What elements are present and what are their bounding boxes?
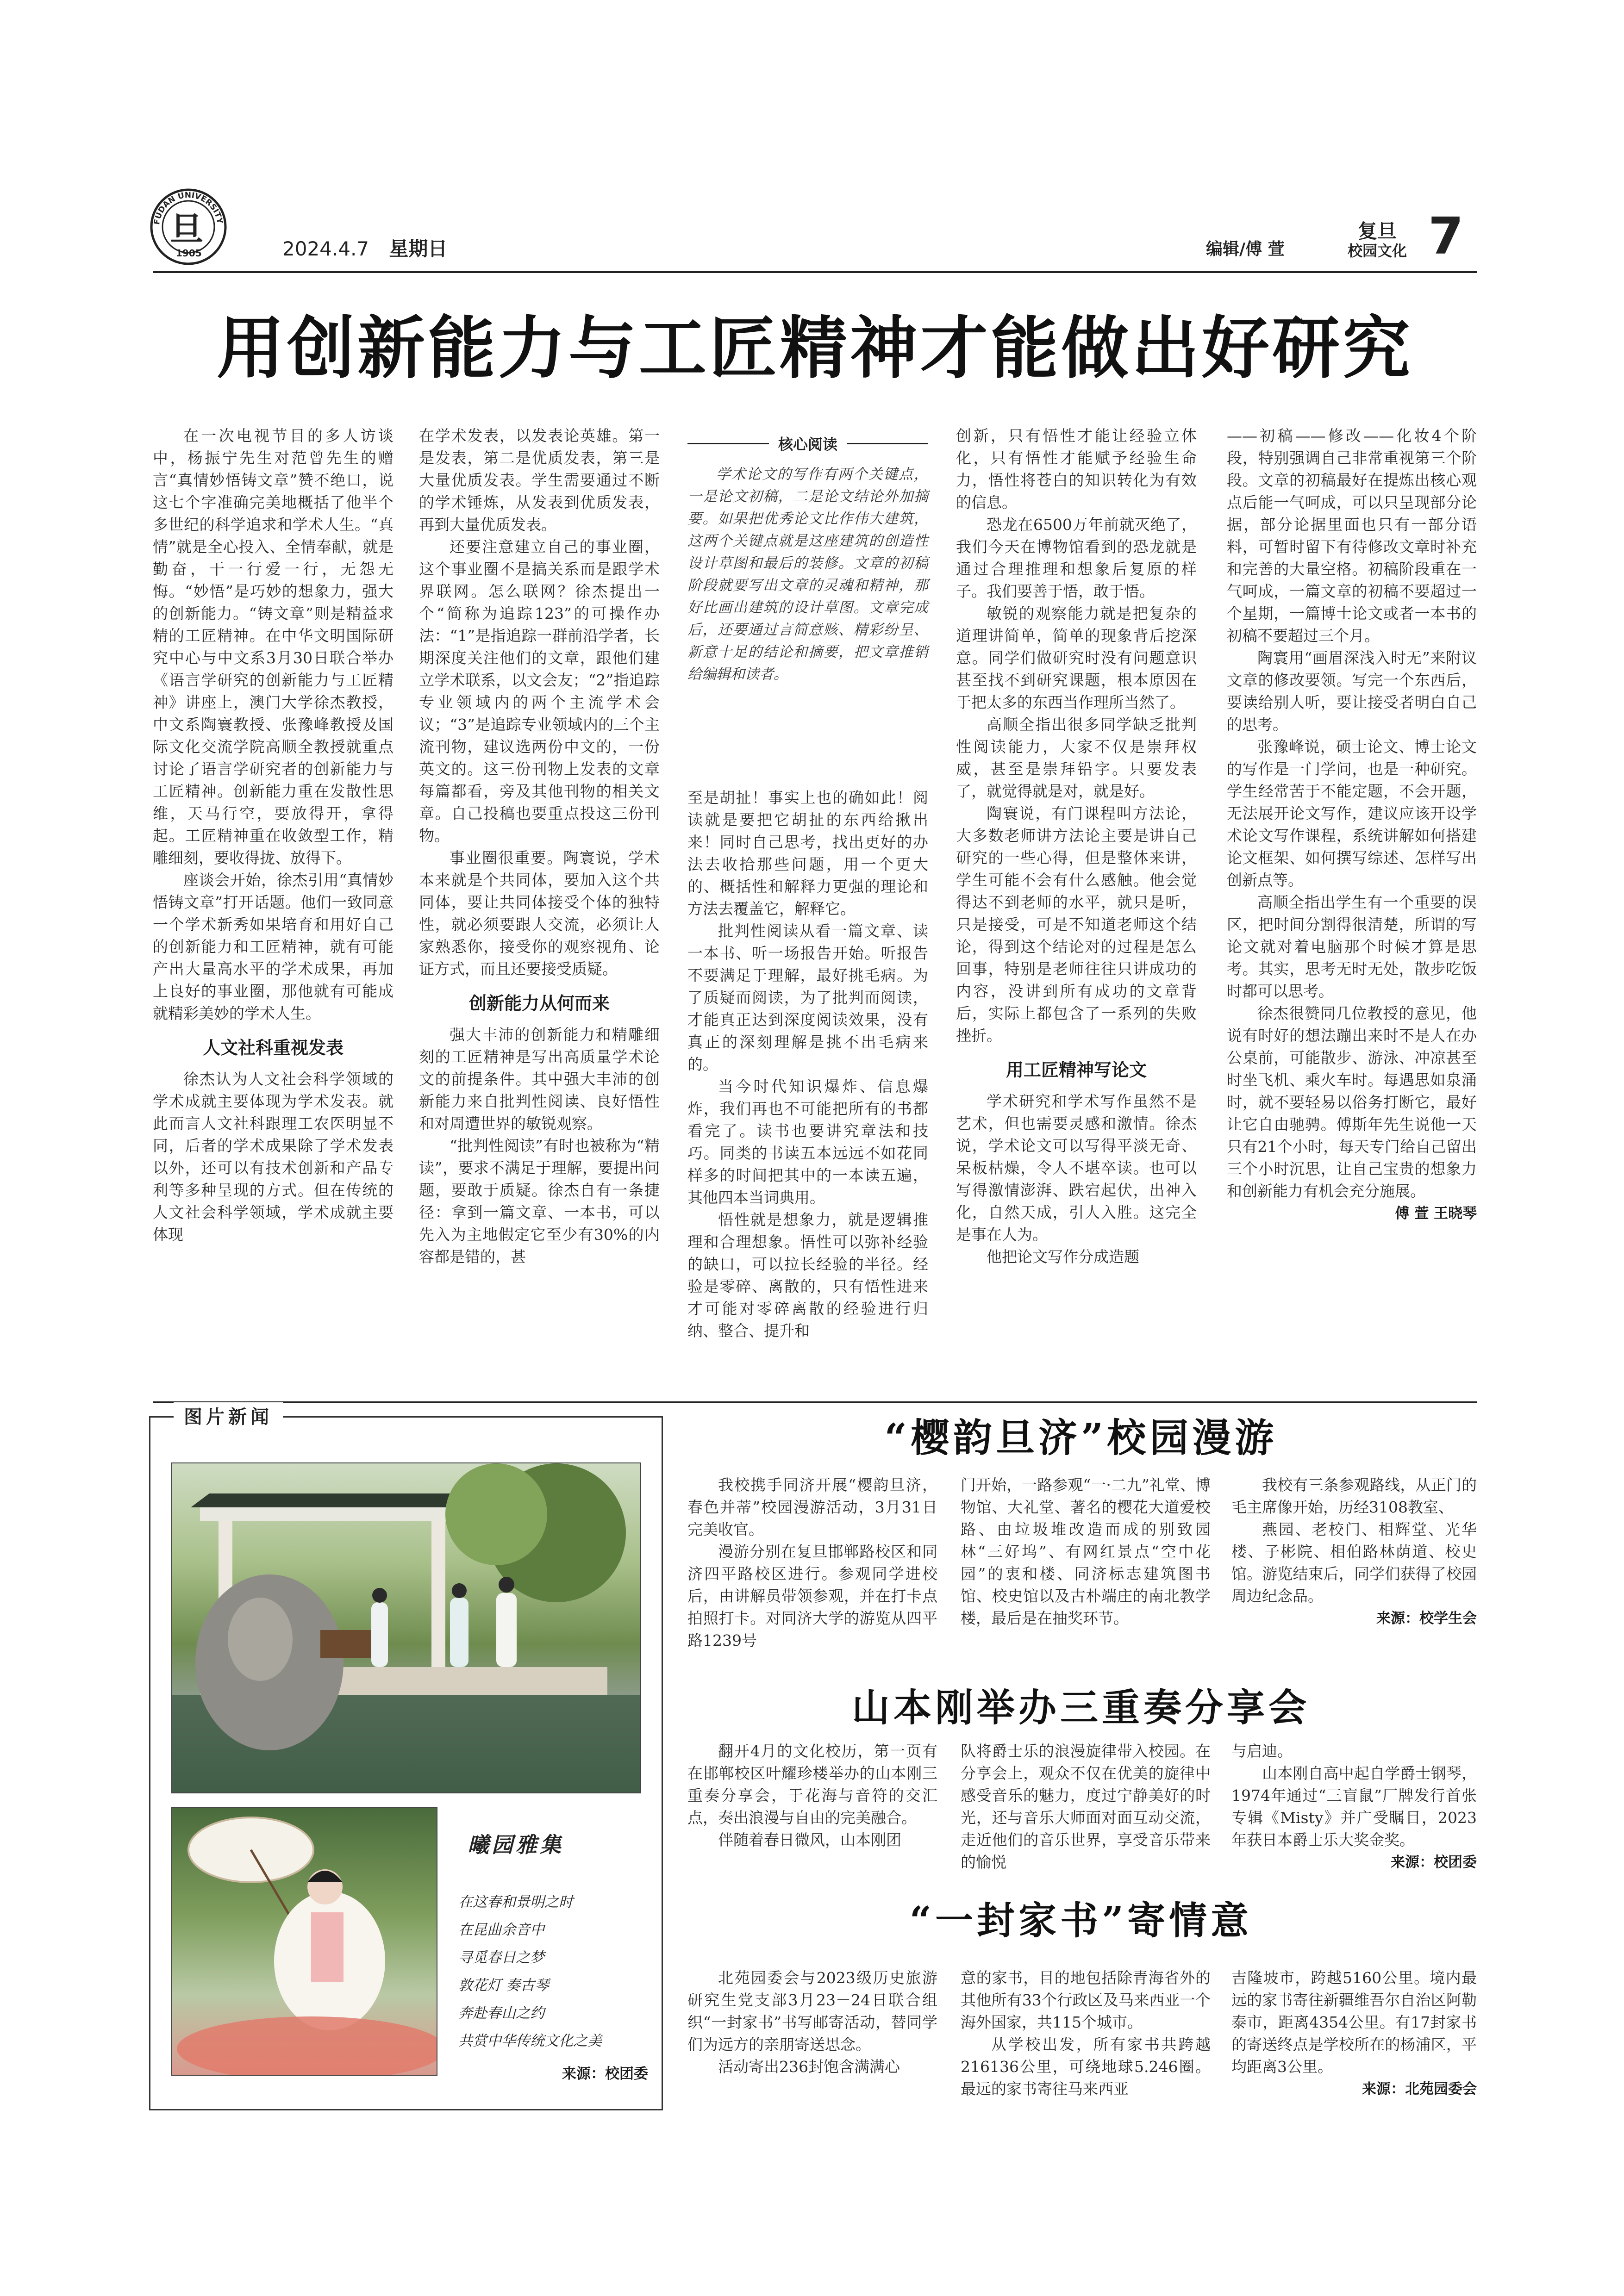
article4-column-1 xyxy=(687,1967,937,2078)
article1-column-4 xyxy=(956,425,1197,1268)
paragraph: 在学术发表，以发表论英雄。第一是发表，第二是优质发表，第三是大量优质发表。学生需要通过不断的学术锤炼，从发表到优质发表，再到大量优质发表。 xyxy=(419,427,660,534)
paragraph: 翻开4月的文化校历，第一页有在邯郸校区叶耀珍楼举办的山本刚三重奏分享会，于花海与音符的交汇点，奏出浪漫与自由的完美融合。 xyxy=(687,1742,937,1827)
poem-line: 敦花灯 奏古琴 xyxy=(458,1977,549,1994)
page-number: 7 xyxy=(1428,206,1464,266)
paragraph: 北苑园委会与2023级历史旅游研究生党支部3月23－24日联合组织“一封家书”书写邮寄活动，替同学们为远方的亲朋寄送思念。 xyxy=(687,1969,937,2053)
paragraph: 恐龙在6500万年前就灭绝了，我们今天在博物馆看到的恐龙就是通过合理推理和想象后复原的样子。我们要善于悟，敢于悟。 xyxy=(956,516,1197,600)
paragraph: 漫游分别在复旦邯郸路校区和同济四平路校区进行。参观同学进校后，由讲解员带领参观，并在打卡点拍照打卡。对同济大学的游览从四平路1239号 xyxy=(687,1543,937,1649)
article2-column-3 xyxy=(1231,1474,1477,1630)
paragraph: 陶寰用“画眉深浅入时无”来附议文章的修改要领。写完一个东西后，要读给别人听，要让接受者明白自己的思考。 xyxy=(1227,649,1477,734)
masthead-logo xyxy=(149,187,228,266)
paragraph: 事业圈很重要。陶寰说，学术本来就是个共同体，要加入这个共同体，要让共同体接受个体的独特性，就必须要跟人交流，必须让人家熟悉你，接受你的观察视角、论证方式，而且还要接受质疑。 xyxy=(419,849,660,978)
paragraph: 从学校出发，所有家书共跨越216136公里，可绕地球5.246圈。最远的家书寄往马来西亚 xyxy=(961,2035,1211,2098)
article3-column-3 xyxy=(1231,1740,1477,1873)
poem-line: 共赏中华传统文化之美 xyxy=(458,2033,602,2049)
article1-column-5 xyxy=(1227,425,1477,1225)
paragraph: 座谈会开始，徐杰引用“真情妙悟铸文章”打开话题。他们一致同意一个学术新秀如果培育和用好自己的创新能力和工匠精神，就有可能产出大量高水平的学术成果，再加上良好的事业圈，那他就有可能成就精彩美妙的学术人生。 xyxy=(153,871,394,1022)
article3-column-2 xyxy=(961,1740,1211,1873)
dancer-scene-icon xyxy=(172,1808,437,2076)
subheading: 人文社科重视发表 xyxy=(202,1038,344,1058)
byline: 傅 萱 王晓琴 xyxy=(1395,1205,1477,1222)
article2-title: “樱韵旦济”校园漫游 xyxy=(884,1415,1278,1461)
section-name: 校园文化 xyxy=(1347,242,1407,260)
date: 2024.4.7 xyxy=(282,237,369,260)
paragraph: 在一次电视节目的多人访谈中，杨振宁先生对范曾先生的赠言“真情妙悟铸文章”赞不绝口，说这七个字准确完美地概括了他半个多世纪的科学追求和学术人生。“真情”就是全心投入、全情奉献，就是勤奋，干一行爱一行，无怨无悔。“妙悟”是巧妙的想象力，强大的创新能力。“铸文章”则是精益求精的工匠精神。在中华文明国际研究中心与中文系3月30日联合举办《语言学研究的创新能力与工匠精神》讲座上，澳门大学徐杰教授，中文系陶寰教授、张豫峰教授及国际文化交流学院高顺全教授就重点讨论了语言学研究者的创新能力与工匠精神。创新能力重在发散性思维，天马行空，要放得开，拿得起。工匠精神重在收敛型工作，精雕细刻，要收得拢、放得下。 xyxy=(153,427,394,867)
article1-column-1 xyxy=(153,425,394,1246)
paragraph: 吉隆坡市，跨越5160公里。境内最远的家书寄往新疆维吾尔自治区阿勒泰市，距离4354公里。有17封家书的寄送终点是学校所在的杨浦区，平均距离3公里。 xyxy=(1231,1969,1477,2076)
paragraph: 至是胡扯！事实上也的确如此！阅读就是要把它胡扯的东西给揪出来！同时自己思考，找出更好的办法去收拾那些问题，用一个更大的、概括性和解释力更强的理论和方法去覆盖它，解释它。 xyxy=(687,789,928,918)
article3-source: 来源：校团委 xyxy=(1391,1854,1477,1871)
subheading: 创新能力从何而来 xyxy=(468,993,610,1014)
core-reading-text: 学术论文的写作有两个关键点，一是论文初稿，二是论文结论外加摘要。如果把优秀论文比作伟大建筑，这两个关键点就是这座建筑的创造性设计草图和最后的装修。文章的初稿阶段就要写出文章的灵魂和精神，那好比画出建筑的设计草图。文章完成后，还要通过言简意赅、精彩纷呈、新意十足的结论和摘要，把文章推销给编辑和读者。 xyxy=(687,466,928,683)
seal-character: 旦 xyxy=(170,209,204,249)
section-rule xyxy=(153,1401,1477,1403)
poem-line: 奔赴春山之约 xyxy=(458,2005,544,2022)
headline: 用创新能力与工匠精神才能做出好研究 xyxy=(217,309,1413,388)
kunqu-stage-photo xyxy=(171,1462,641,1793)
article4-source: 来源：北苑园委会 xyxy=(1362,2081,1477,2097)
paragraph: 活动寄出236封饱含满满心 xyxy=(718,2058,900,2076)
issue-date xyxy=(282,234,447,261)
article1-column-3 xyxy=(687,787,928,1342)
editor-credit: 编辑/傅 萱 xyxy=(1206,240,1285,259)
article2-source: 来源：校学生会 xyxy=(1376,1610,1477,1627)
article2-column-2 xyxy=(961,1474,1211,1630)
box-heading-text: 核心阅读 xyxy=(778,436,838,453)
poem-line: 寻觅春日之梦 xyxy=(458,1949,544,1966)
photo-news-source: 来源：校团委 xyxy=(562,2066,648,2082)
brand-name: 复旦 xyxy=(1357,220,1397,243)
poem-title: 曦园雅集 xyxy=(468,1832,564,1857)
poem-lines xyxy=(458,1888,602,2055)
header-rule xyxy=(153,271,1477,273)
paragraph: 敏锐的观察能力就是把复杂的道理讲简单，简单的现象背后挖深意。同学们做研究时没有问题意识甚至找不到研究课题，根本原因在于把太多的东西当作理所当然了。 xyxy=(956,604,1197,711)
article4-column-2 xyxy=(961,1967,1211,2100)
paragraph: 山本刚自高中起自学爵士钢琴，1974年通过“三盲鼠”厂牌发行首张专辑《Misty》并广受瞩目，2023年获日本爵士乐大奖金奖。 xyxy=(1231,1764,1477,1849)
paragraph: “批判性阅读”有时也被称为“精读”，要求不满足于理解，要提出问题，要敢于质疑。徐杰自有一条捷径：拿到一篇文章、一本书，可以先入为主地假定它至少有30%的内容都是错的，甚 xyxy=(419,1137,660,1266)
paragraph: ——初稿——修改——化妆4个阶段，特别强调自己非常重视第三个阶段。文章的初稿最好在提炼出核心观点后能一气呵成，可以只呈现部分论据，部分论据里面也只有一部分语料，可暂时留下有待修改文章时补充和完善的大量空格。初稿阶段重在一气呵成，一篇文章的初稿不要超过一个星期，一篇博士论文或者一本书的初稿不要超过三个月。 xyxy=(1227,427,1477,645)
weekday: 星期日 xyxy=(389,237,448,260)
paragraph: 门开始，一路参观“一·二九”礼堂、博物馆、大礼堂、著名的樱花大道爱校路、由垃圾堆改造而成的别致园林“三好坞”、有网红景点“空中花园”的衷和楼、同济标志建筑图书馆、校史馆以及古朴端庄的南北教学楼，最后是在抽奖环节。 xyxy=(961,1476,1211,1627)
poem-line: 在昆曲余音中 xyxy=(458,1922,544,1938)
subheading: 用工匠精神写论文 xyxy=(1006,1060,1147,1080)
paragraph: 徐杰很赞同几位教授的意见，他说有时好的想法蹦出来时不是人在办公桌前，可能散步、游泳、冲凉甚至时坐飞机、乘火车时。每遇思如泉涌时，就不要轻易以俗务打断它，最好让它自由驰骋。傅斯年先生说他一天只有21个小时，每天专门给自己留出三个小时沉思，让自己宝贵的想象力和创新能力有机会充分施展。 xyxy=(1227,1004,1477,1200)
pavilion-scene-icon xyxy=(172,1463,641,1793)
paragraph: 批判性阅读从看一篇文章、读一本书、听一场报告开始。听报告不要满足于理解，最好挑毛病。为了质疑而阅读，为了批判而阅读，才能真正达到深度阅读效果，没有真正的深刻理解是挑不出毛病来的。 xyxy=(687,922,928,1073)
paragraph: 还要注意建立自己的事业圈，这个事业圈不是搞关系而是跟学术界联网。怎么联网？徐杰提出一个“简称为追踪123”的可操作办法：“1”是指追踪一群前沿学者，长期深度关注他们的文章，跟他们建立学术联系，以文会友；“2”指追踪专业领域内的两个主流学术会议；“3”是追踪专业领域内的三个主流刊物，建议选两份中文的，一份英文的。这三份刊物上发表的文章每篇都看，旁及其他刊物的相关文章。自己投稿也要重点投这三份刊物。 xyxy=(419,538,660,845)
paragraph: 高顺全指出学生有一个重要的误区，把时间分割得很清楚，所谓的写论文就对着电脑那个时候才算是思考。其实，思考无时无处，散步吃饭时都可以思考。 xyxy=(1227,893,1477,1000)
paragraph: 陶寰说，有门课程叫方法论，大多数老师讲方法论主要是讲自己研究的一些心得，但是整体来讲，学生可能不会有什么感触。他会觉得达不到老师的水平，就只是听，只是接受，可是不知道老师这个结论，得到这个结论对的过程是怎么回事，特别是老师往往只讲成功的内容，没讲到所有成功的文章背后，实际上都包含了一系列的失败挫折。 xyxy=(956,804,1197,1045)
poem-line: 在这春和景明之时 xyxy=(458,1894,573,1910)
photo-news-label: 图片新闻 xyxy=(174,1402,283,1429)
paragraph: 悟性就是想象力，就是逻辑推理和合理想象。悟性可以弥补经验的缺口，可以拉长经验的半径。经验是零碎、离散的，只有悟性进来才可能对零碎离散的经验进行归纳、整合、提升和 xyxy=(687,1211,928,1340)
paragraph: 我校携手同济开展“樱韵旦济，春色并蒂”校园漫游活动，3月31日完美收官。 xyxy=(687,1476,937,1538)
article2-column-1 xyxy=(687,1474,937,1652)
paragraph: 强大丰沛的创新能力和精雕细刻的工匠精神是写出高质量学术论文的前提条件。其中强大丰沛的创新能力来自批判性阅读、良好悟性和对周遭世界的敏锐观察。 xyxy=(419,1026,660,1132)
paragraph: 张豫峰说，硕士论文、博士论文的写作是一门学问，也是一种研究。学生经常苦于不能定题，不会开题，无法展开论文写作，建议应该开设学术论文写作课程，系统讲解如何搭建论文框架、如何撰写综述、怎样写出创新点等。 xyxy=(1227,738,1477,889)
paragraph: 意的家书，目的地包括除青海省外的其他所有33个行政区及马来西亚一个海外国家，共115个城市。 xyxy=(961,1969,1211,2031)
core-reading-box xyxy=(687,433,928,685)
article3-column-1 xyxy=(687,1740,937,1851)
section-brand xyxy=(1340,221,1414,260)
paragraph: 创新，只有悟性才能让经验立体化，只有悟性才能赋予经验生命力，悟性将苍白的知识转化为有效的信息。 xyxy=(956,427,1197,511)
paragraph: 高顺全指出很多同学缺乏批判性阅读能力，大家不仅是崇拜权威，甚至是崇拜铅字。只要发表了，就觉得就是对，就是好。 xyxy=(956,716,1197,800)
article1-column-2 xyxy=(419,425,660,1268)
paragraph: 他把论文写作分成造题 xyxy=(987,1248,1139,1266)
paragraph: 队将爵士乐的浪漫旋律带入校园。在分享会上，观众不仅在优美的旋律中感受音乐的魅力，度过宁静美好的时光，还与音乐大师面对面互动交流，走近他们的音乐世界，享受音乐带来的愉悦 xyxy=(961,1742,1211,1871)
paragraph: 我校有三条参观路线，从正门的毛主席像开始，历经3108教室、 xyxy=(1231,1476,1477,1516)
paragraph: 学术研究和学术写作虽然不是艺术，但也需要灵感和激情。徐杰说，学术论文可以写得平淡无奇、呆板枯燥，令人不堪卒读。也可以写得激情澎湃、跌宕起伏，出神入化，自然天成，引人入胜。这完全是事在人为。 xyxy=(956,1092,1197,1244)
paragraph: 当今时代知识爆炸、信息爆炸，我们再也不可能把所有的书都看完了。读书也要讲究章法和技巧。同类的书读五本远远不如花同样多的时间把其中的一本读五遍，其他四本当词典用。 xyxy=(687,1077,928,1207)
seal-year: 1905 xyxy=(176,248,202,259)
core-reading-heading xyxy=(687,433,928,454)
paragraph: 与启迪。 xyxy=(1231,1742,1293,1760)
article4-column-3 xyxy=(1231,1967,1477,2100)
paragraph: 伴随着春日微风，山本刚团 xyxy=(718,1831,901,1849)
paragraph: 燕园、老校门、相辉堂、光华楼、子彬院、相伯路林荫道、校史馆。游览结束后，同学们获得了校园周边纪念品。 xyxy=(1231,1520,1477,1605)
hanfu-parasol-photo xyxy=(171,1807,437,2076)
paragraph: 徐杰认为人文社会科学领域的学术成就主要体现为学术发表。就此而言人文社科跟理工农医明显不同，后者的学术成果除了学术发表以外，还可以有技术创新和产品专利等多种呈现的方式。但在传统的人文社会科学领域，学术成就主要体现 xyxy=(153,1070,394,1244)
article3-title: 山本刚举办三重奏分享会 xyxy=(851,1686,1310,1730)
svg-text:FUDAN UNIVERSITY: FUDAN UNIVERSITY xyxy=(152,190,225,225)
article4-title: “一封家书”寄情意 xyxy=(909,1898,1253,1943)
